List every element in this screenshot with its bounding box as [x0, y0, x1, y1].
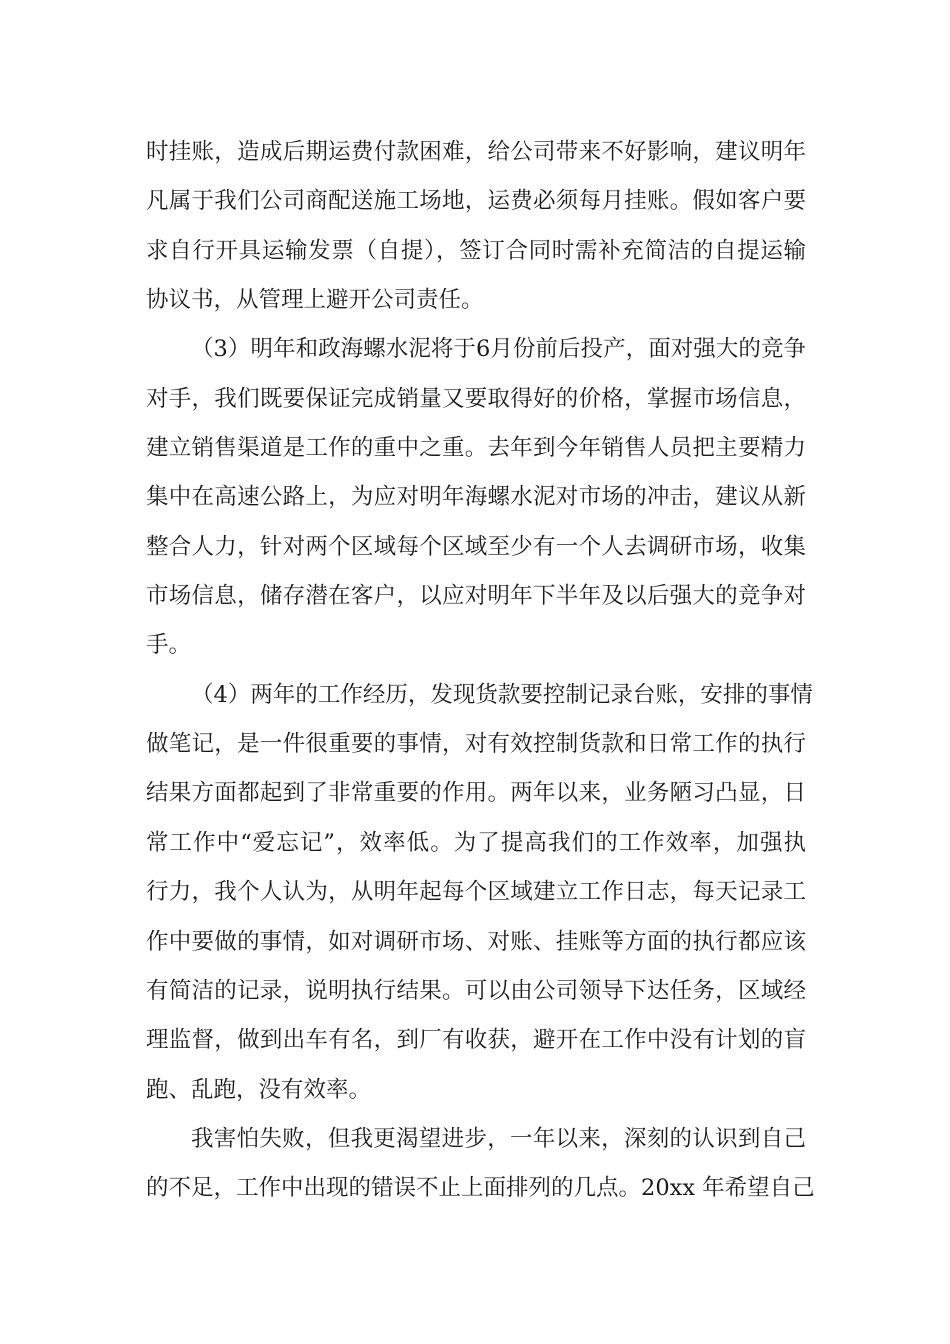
text-line: 求自行开具运输发票（自提），签订合同时需补充简洁的自提运输 [146, 237, 806, 264]
text-line: 协议书，从管理上避开公司责任。 [146, 287, 484, 314]
text-line: 建立销售渠道是工作的重中之重。去年到今年销售人员把主要精力 [146, 435, 806, 462]
text-line: 对手，我们既要保证完成销量又要取得好的价格，掌握市场信息， [146, 385, 806, 412]
paragraph-3-first-line: （3）明年和政海螺水泥将于6月份前后投产，面对强大的竞争 [191, 336, 806, 363]
text-line: 的不足，工作中出现的错误不止上面排列的几点。20xx 年希望自己 [146, 1175, 815, 1202]
text-line: 有简洁的记录，说明执行结果。可以由公司领导下达任务，区域经 [146, 977, 806, 1004]
text-line: 跑、乱跑，没有效率。 [146, 1076, 372, 1103]
text-line: 做笔记，是一件很重要的事情，对有效控制货款和日常工作的执行 [146, 731, 806, 758]
text-line: 整合人力，针对两个区域每个区域至少有一个人去调研市场，收集 [146, 533, 806, 560]
closing-paragraph-first-line: 我害怕失败，但我更渴望进步，一年以来，深刻的认识到自己 [191, 1125, 806, 1152]
document-body [146, 128, 815, 1214]
paragraph-4-first-line: （4）两年的工作经历，发现货款要控制记录台账，安排的事情 [191, 681, 813, 708]
text-line: 时挂账，造成后期运费付款困难，给公司带来不好影响，建议明年 [146, 139, 806, 165]
text-line: 作中要做的事情，如对调研市场、对账、挂账等方面的执行都应该 [146, 928, 806, 955]
text-line: 集中在高速公路上，为应对明年海螺水泥对市场的冲击，建议从新 [146, 484, 806, 511]
text-line: 结果方面都起到了非常重要的作用。两年以来，业务陋习凸显，日 [146, 780, 806, 807]
text-line: 行力，我个人认为，从明年起每个区域建立工作日志，每天记录工 [146, 879, 806, 906]
text-line: 凡属于我们公司商配送施工场地，运费必须每月挂账。假如客户要 [146, 188, 806, 215]
text-line: 手。 [146, 632, 192, 659]
text-line: 常工作中“爱忘记”，效率低。为了提高我们的工作效率，加强执 [146, 829, 806, 856]
text-line: 理监督，做到出车有名，到厂有收获，避开在工作中没有计划的盲 [146, 1027, 806, 1054]
text-line: 市场信息，储存潜在客户，以应对明年下半年及以后强大的竞争对 [146, 583, 806, 610]
